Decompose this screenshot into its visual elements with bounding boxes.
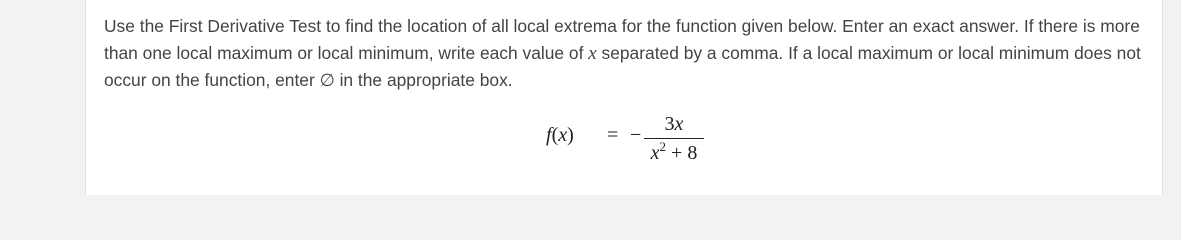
instructions-text-part2: separated by a comma. If a local maximum or local minimum does not occur on the function, enter ∅ in the appropriate box. xyxy=(104,43,1141,90)
open-paren: ( xyxy=(551,124,559,146)
numerator-coefficient: 3 xyxy=(664,113,675,135)
denominator-exponent: 2 xyxy=(659,139,667,154)
question-instructions xyxy=(104,13,1154,94)
instructions-math-variable: x xyxy=(588,43,597,64)
denominator xyxy=(642,139,706,167)
equation-lhs xyxy=(546,124,574,147)
numerator xyxy=(642,110,706,138)
minus-sign: − xyxy=(630,124,642,146)
close-paren: ) xyxy=(567,124,574,146)
denominator-rest: + 8 xyxy=(666,142,698,164)
fraction xyxy=(642,110,706,167)
function-argument: x xyxy=(558,124,568,146)
equals-sign: = xyxy=(607,124,619,146)
question-card xyxy=(85,0,1163,195)
denominator-variable: x xyxy=(650,142,660,164)
numerator-variable: x xyxy=(674,113,684,135)
instructions-text-part1: Use the First Derivative Test to find the location of all local extrema for the function given below. Enter an exact answer. If there is more than one local maximum or local minimum, write each value of xyxy=(104,16,1140,63)
function-name: f xyxy=(546,124,552,146)
